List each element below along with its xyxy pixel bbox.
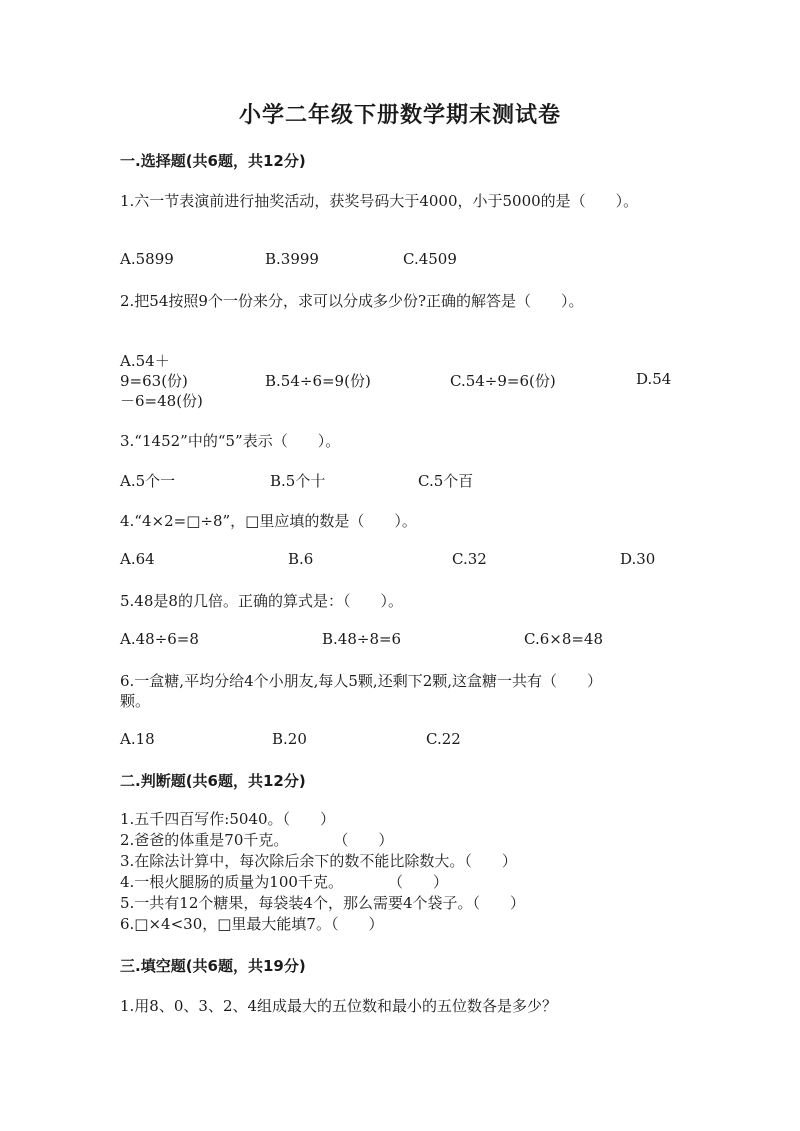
judge-item: 2.爸爸的体重是70千克。 （ ） — [120, 831, 394, 849]
question-stem: 5.48是8的几倍。正确的算式是：（ ）。 — [120, 592, 403, 610]
question-stem: 6.一盒糖,平均分给4个小朋友,每人5颗,还剩下2颗,这盒糖一共有（ ） — [120, 672, 603, 690]
question-stem-continued: 颗。 — [120, 692, 151, 710]
question-stem: 1.用8、0、3、2、4组成最大的五位数和最小的五位数各是多少？ — [120, 997, 558, 1015]
option: A.54＋ — [120, 352, 170, 370]
option: A.64 — [120, 550, 155, 568]
option: C.54÷9=6(份) — [450, 372, 556, 390]
option: D.30 — [620, 550, 656, 568]
option: C.32 — [452, 550, 487, 568]
page-title: 小学二年级下册数学期末测试卷 — [238, 102, 561, 128]
option: D.54 — [636, 370, 672, 388]
question-stem: 1.六一节表演前进行抽奖活动，获奖号码大于4000，小于5000的是（ ）。 — [120, 192, 639, 210]
option: 9=63(份) — [120, 372, 188, 390]
option: B.6 — [288, 550, 314, 568]
option: C.6×8=48 — [524, 630, 604, 648]
judge-item: 1.五千四百写作:5040。（ ） — [120, 810, 336, 828]
question-stem: 4.“4×2=□÷8”，□里应填的数是（ ）。 — [120, 512, 417, 530]
judge-item: 5.一共有12个糖果，每袋装4个，那么需要4个袋子。（ ） — [120, 894, 525, 912]
option: B.5个十 — [270, 472, 326, 490]
judge-item: 3.在除法计算中，每次除后余下的数不能比除数大。（ ） — [120, 852, 517, 870]
option: －6=48(份) — [120, 392, 203, 410]
option: A.18 — [120, 730, 155, 748]
judge-item: 6.□×4<30，□里最大能填7。（ ） — [120, 915, 384, 933]
option: B.54÷6=9(份) — [265, 372, 371, 390]
option: B.3999 — [265, 250, 319, 268]
section-heading-choice: 一.选择题(共6题，共12分) — [120, 152, 306, 170]
section-heading-judge: 二.判断题(共6题，共12分) — [120, 772, 306, 790]
option: A.5个一 — [120, 472, 176, 490]
section-heading-fill: 三.填空题(共6题，共19分) — [120, 957, 306, 975]
option: B.48÷8=6 — [322, 630, 402, 648]
question-stem: 2.把54按照9个一份来分，求可以分成多少份?正确的解答是（ ）。 — [120, 292, 584, 310]
option: B.20 — [272, 730, 307, 748]
option: A.48÷6=8 — [120, 630, 199, 648]
option: C.5个百 — [418, 472, 474, 490]
question-stem: 3.“1452”中的“5”表示（ ）。 — [120, 432, 341, 450]
option: C.4509 — [403, 250, 457, 268]
option: A.5899 — [120, 250, 174, 268]
judge-item: 4.一根火腿肠的质量为100千克。 （ ） — [120, 873, 448, 891]
option: C.22 — [426, 730, 461, 748]
